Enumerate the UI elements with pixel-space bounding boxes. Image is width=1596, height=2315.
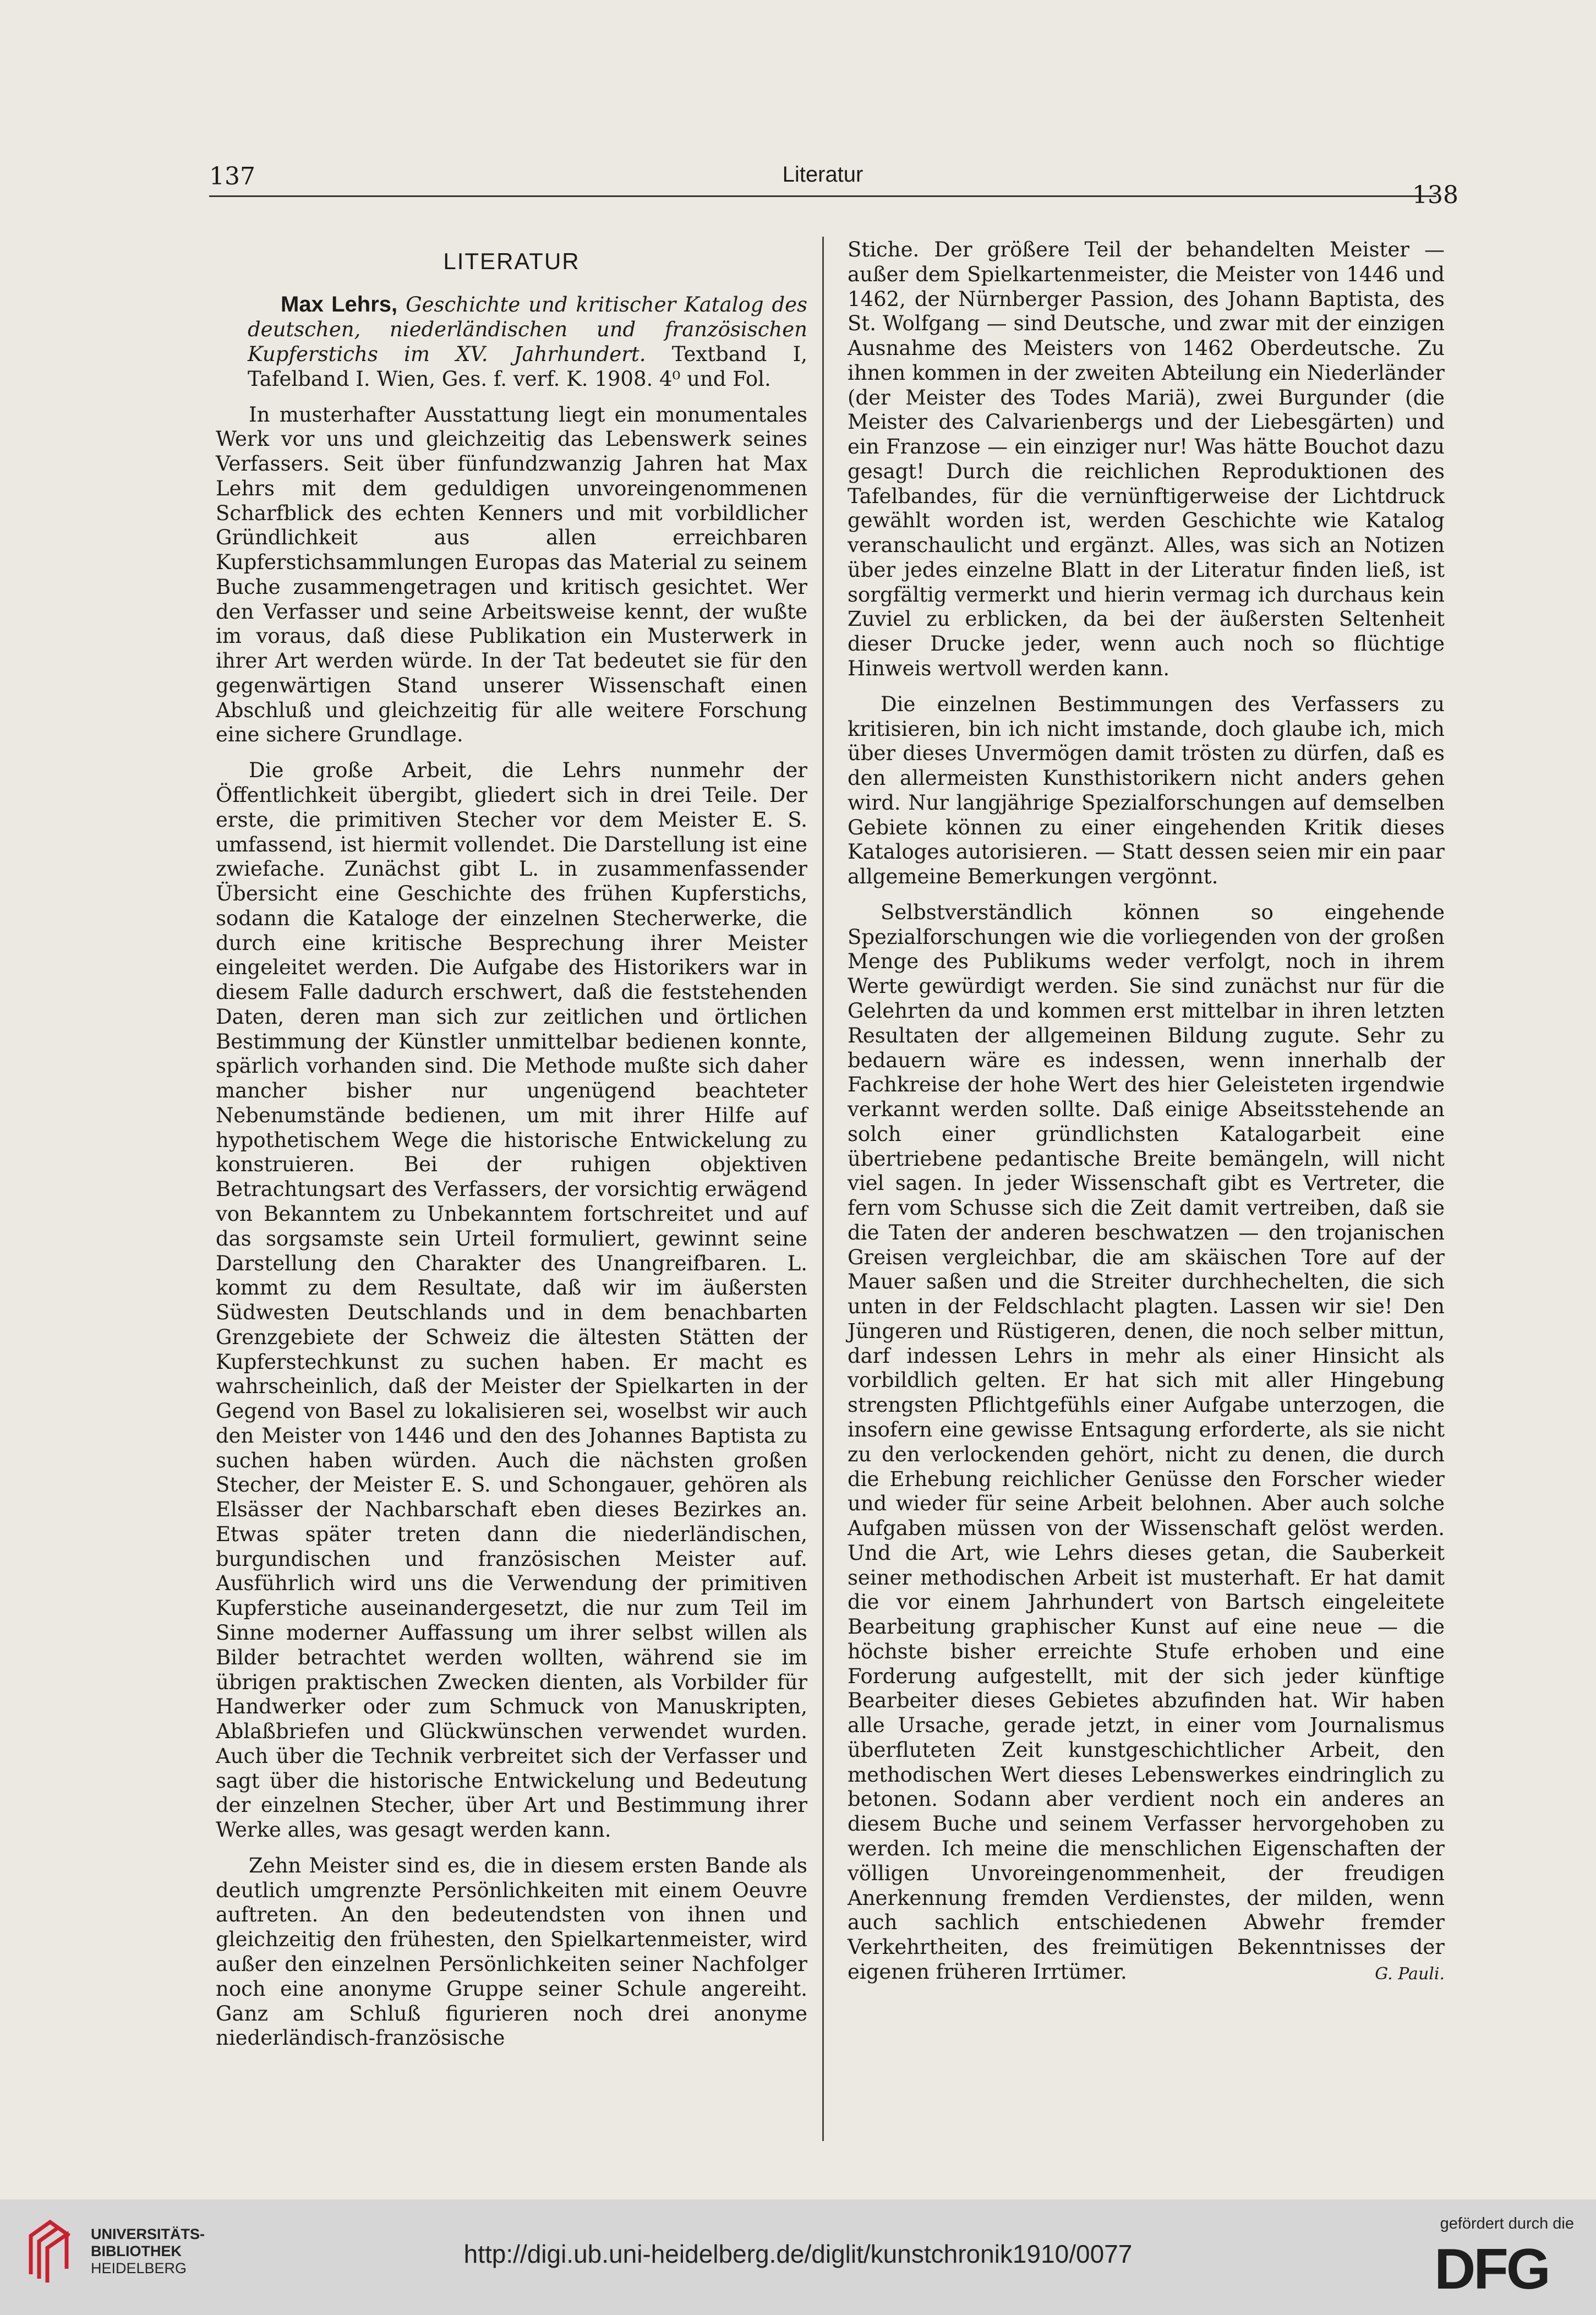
paragraph: Die einzelnen Bestimmungen des Verfassers zu kritisieren, bin ich nicht imstande, doch glaube ich, mich über dieses Unvermögen damit trösten zu dürfen, daß es den allermeisten Kunsthistorikern nicht anders gehen wird. Nur langjährige Spezialforschungen auf demselben Gebiete können zu einer eingehenden Kritik dieses Kataloges autorisieren. — Statt dessen seien mir ein paar allgemeine Bemerkungen vergönnt.: [848, 692, 1445, 889]
left-column: [216, 237, 807, 2051]
page-number-right: 138: [1412, 181, 1458, 209]
bib-work-title: Geschichte und kritischer Katalog des deutschen, niederländischen und französischen Kupferstichs im XV. Jahrhundert.: [248, 292, 808, 366]
running-title: Literatur: [782, 162, 863, 187]
bibliography-entry: [216, 291, 807, 392]
running-header: [209, 162, 1458, 209]
bib-author: Max Lehrs,: [281, 292, 398, 316]
paragraph: Die große Arbeit, die Lehrs nunmehr der Öffentlichkeit übergibt, gliedert sich in drei Teile. Der erste, die primitiven Stecher vor dem Meister E. S. umfassend, ist hiermit vollendet. Die Darstellung ist eine zwiefache. Zunächst gibt L. in zusammenfassender Übersicht eine Geschichte des frühen Kupferstichs, sodann die Kataloge der einzelnen Stecherwerke, die durch eine kritische Besprechung ihrer Meister eingeleitet werden. Die Aufgabe des Historikers war in diesem Falle dadurch erschwert, daß die feststehenden Daten, deren man sich zur zeitlichen und örtlichen Bestimmung der Künstler unmittelbar bedienen konnte, spärlich vorhanden sind. Die Methode mußte sich daher mancher bisher nur ungenügend beachteter Nebenumstände bedienen, um mit ihrer Hilfe auf hypothetischem Wege die historische Entwickelung zu konstruieren. Bei der ruhigen objektiven Betrachtungsart des Verfassers, der vorsichtig erwägend von Bekanntem zu Unbekanntem fortschreitet und auf das sorgsamste sein Urteil formuliert, gewinnt seine Darstellung den Charakter des Unangreifbaren. L. kommt zu dem Resultate, daß wir im äußersten Südwesten Deutschlands und in dem benachbarten Grenzgebiete der Schweiz die ältesten Stätten der Kupferstechkunst zu suchen haben. Er macht es wahrscheinlich, daß der Meister der Spielkarten in der Gegend von Basel zu lokalisieren sei, woselbst wir auch den Meister von 1446 und den des Johannes Baptista zu suchen haben würden. Auch die nächsten großen Stecher, der Meister E. S. und Schongauer, gehören als Elsässer der Nachbarschaft eben dieses Bezirkes an. Etwas später treten dann die niederländischen, burgundischen und französischen Meister auf. Ausführlich wird uns die Verwendung der primitiven Kupferstiche auseinandergesetzt, die nur zum Teil im Sinne moderner Auffassung um ihrer selbst willen als Bilder betrachtet werden wollten, während sie im übrigen praktischen Zwecken dienten, als Vorbilder für Handwerker oder zum Schmuck von Manuskripten, Ablaßbriefen und Glückwünschen verwendet wurden. Auch über die Technik verbreitet sich der Verfasser und sagt über die historische Entwickelung und Bedeutung der einzelnen Stecher, über Art und Bestimmung ihrer Werke alles, was gesagt werden kann.: [216, 758, 807, 1842]
paragraph-text: Selbstverständlich können so eingehende Spezialforschungen wie die vorliegenden von der großen Menge des Publikums weder verfolgt, noch in ihrem Werte gewürdigt werden. Sie sind zunächst nur für die Gelehrten da und kommen erst mittelbar in ihren letzten Resultaten der allgemeinen Bildung zugute. Sehr zu bedauern wäre es indessen, wenn innerhalb der Fachkreise der hohe Wert des hier Geleisteten irgendwie verkannt werden sollte. Daß einige Abseitsstehende an solch einer gründlichsten Katalogarbeit eine übertriebene pedantische Breite bemängeln, will nicht viel sagen. In jeder Wissenschaft gibt es Vertreter, die fern vom Schusse sich die Zeit damit vertreiben, daß sie die Taten der anderen beschwatzen — den trojanischen Greisen vergleichbar, die am skäischen Tore auf der Mauer saßen und die Streiter durchhechelten, die sich unten in der Feldschlacht plagten. Lassen wir sie! Den Jüngeren und Rüstigeren, denen, die noch selber mittun, darf indessen Lehrs in mehr als einer Hinsicht als vorbildlich gelten. Er hat sich mit aller Hingebung strengsten Pflichtgefühls einer Aufgabe unterzogen, die insofern eine gewisse Entsagung erforderte, als sie nicht zu den verlockenden gehört, nicht zu denen, die durch die Erhebung reichlicher Genüsse den Forscher wieder und wieder für seine Arbeit belohnen. Aber auch solche Aufgaben müssen von der Wissenschaft gelöst werden. Und die Art, wie Lehrs dieses getan, die Sauberkeit seiner methodischen Arbeit ist musterhaft. Er hat damit die vor einem Jahrhundert von Bartsch eingeleitete Bearbeitung graphischer Kunst auf eine neue — die höchste bisher erreichte Stufe erhoben und eine Forderung aufgestellt, mit der sich jeder künftige Bearbeiter dieses Gebietes abzufinden hat. Wir haben alle Ursache, gerade jetzt, in einer vom Journalismus überfluteten Zeit kunstgeschichtlicher Arbeit, den methodischen Wert dieses Lebenswerkes eindringlich zu betonen. Sodann aber verdient noch ein anderes an diesem Buche und seinem Verfasser hervorgehoben zu werden. Ich meine die menschlichen Eigenschaften der völligen Unvoreingenommenheit, der freudigen Anerkennung fremden Verdienstes, der milden, wenn auch sachlich entschiedenen Abwehr fremder Verkehrtheiten, des freimütigen Bekenntnisses der eigenen früheren Irrtümer.: [848, 900, 1445, 1984]
funding-label: gefördert durch die: [1440, 2215, 1574, 2232]
institution-line: UNIVERSITÄTS-: [91, 2226, 205, 2242]
bib-details: Textband I, Tafelband I. Wien, Ges. f. verf. K. 1908. 4⁰ und Fol.: [248, 342, 807, 391]
paragraph: In musterhafter Ausstattung liegt ein monumentales Werk vor uns und gleichzeitig das Lebenswerk seines Verfassers. Seit über fünfundzwanzig Jahren hat Max Lehrs mit dem geduldigen unvoreingenommenen Scharfblick des echten Kenners und mit vorbildlicher Gründlichkeit aus allen erreichbaren Kupferstichsammlungen Europas das Material zu seinem Buche zusammengetragen und kritisch gesichtet. Wer den Verfasser und seine Arbeitsweise kennt, der wußte im voraus, daß diese Publikation ein Musterwerk in ihrer Art werden würde. In der Tat bedeutet sie für den gegenwärtigen Stand unserer Wissenschaft einen Abschluß und gleichzeitig für alle weitere Forschung eine sichere Grundlage.: [216, 402, 807, 747]
dfg-logo-text: DFG: [1434, 2240, 1549, 2295]
paragraph: [848, 900, 1445, 1985]
paragraph: Zehn Meister sind es, die in diesem ersten Bande als deutlich umgrenzte Persönlichkeiten mit einem Oeuvre auftreten. An den bedeutendsten von ihnen und gleichzeitig den frühesten, den Spielkartenmeister, wird außer den einzelnen Persönlichkeiten seiner Nachfolger noch eine anonyme Gruppe seiner Schule angereiht. Ganz am Schluß figurieren noch drei anonyme niederländisch-französische: [216, 1853, 807, 2050]
right-column: [848, 238, 1445, 1985]
paragraph: Stiche. Der größere Teil der behandelten Meister — außer dem Spielkartenmeister, die Meister von 1446 und 1462, der Nürnberger Passion, des Johann Baptista, des St. Wolfgang — sind Deutsche, und zwar mit der einzigen Ausnahme des Meisters von 1462 Oberdeutsche. Zu ihnen kommen in der zweiten Abteilung ein Niederländer (der Meister des Todes Mariä), zwei Burgunder (die Meister des Calvarienbergs und der Liebesgärten) und ein Franzose — ein einziger nur! Was hätte Bouchot dazu gesagt! Durch die reichlichen Reproduktionen des Tafelbandes, für die vernünftigerweise der Lichtdruck gewählt worden ist, werden Geschichte wie Katalog veranschaulicht und ergänzt. Alles, was sich an Notizen über jedes einzelne Blatt in der Literatur finden ließ, ist sorgfältig vermerkt und hierin vermag ich durchaus kein Zuviel zu erblicken, da bei der äußersten Seltenheit dieser Drucke jeder, wenn auch noch so flüchtige Hinweis wertvoll werden kann.: [848, 238, 1445, 681]
permalink-url[interactable]: http://digi.ub.uni-heidelberg.de/diglit/kunstchronik1910/0077: [463, 2240, 1133, 2268]
section-title: LITERATUR: [443, 248, 580, 274]
viewer-footer: [0, 2199, 1596, 2315]
page-number-left: 137: [209, 162, 255, 190]
dfg-logo-icon: [1409, 2240, 1574, 2295]
author-signature: G. Pauli.: [1375, 1964, 1445, 1984]
column-divider: [822, 237, 824, 2141]
institution-line: BIBLIOTHEK: [91, 2243, 182, 2260]
institution-line: HEIDELBERG: [91, 2260, 187, 2277]
